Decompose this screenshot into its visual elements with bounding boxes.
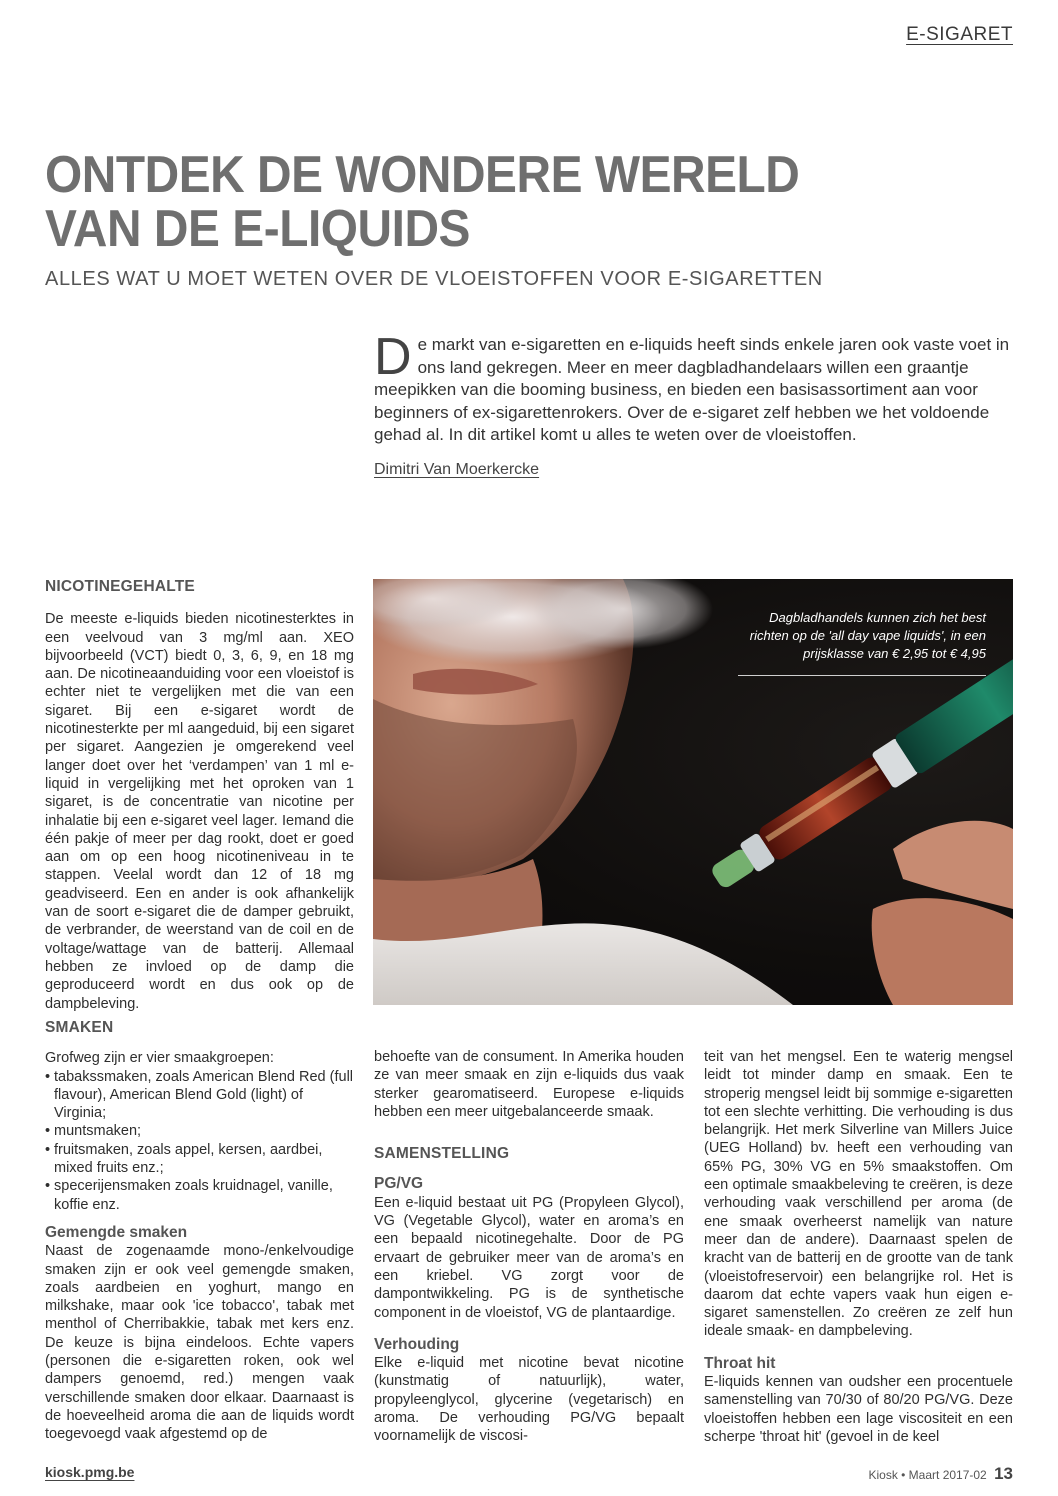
page-number: 13 bbox=[994, 1464, 1013, 1483]
column-1-top bbox=[45, 578, 354, 1013]
nicotine-heading: NICOTINEGEHALTE bbox=[45, 578, 195, 595]
drop-cap: D bbox=[374, 328, 412, 386]
column-2 bbox=[374, 1048, 684, 1446]
article-subtitle: ALLES WAT U MOET WETEN OVER DE VLOEISTOFFEN VOOR E-SIGARETTEN bbox=[45, 268, 823, 290]
article-title-line-2: VAN DE E-LIQUIDS bbox=[45, 200, 471, 258]
gemengd-heading: Gemengde smaken bbox=[45, 1223, 188, 1241]
throat-hit-heading: Throat hit bbox=[704, 1354, 776, 1372]
verhouding-text: Elke e-liquid met nicotine bevat nicotine (kunstmatig of natuurlijk), water, propyleenglycol, glycerine (vegetarisch) en aroma. De verhouding PG/VG bepaalt voornamelijk de viscosi- bbox=[374, 1355, 684, 1445]
footer-website-link[interactable]: kiosk.pmg.be bbox=[45, 1464, 135, 1480]
samenstelling-heading: SAMENSTELLING bbox=[374, 1145, 510, 1163]
gemengd-text: Naast de zogenaamde mono-/enkelvoudige smaken zijn er ook veel gemengde smaken, zoals aardbeien en yoghurt, mango en milkshake, maar ook 'ice tobacco', tabak met menthol of Cherribakkie, tabak met kers enz. De keuze is bijna eindeloos. Echte vapers (personen die e-sigaretten roken, ook wel dampers genoemd, red.) mengen vaak verschillende smaken door elkaar. Daarnaast is de hoeveelheid aroma die aan de liquids wordt toegevoegd vaak afgestemd op de bbox=[45, 1243, 354, 1443]
smaken-heading: SMAKEN bbox=[45, 1019, 114, 1036]
section-tag: E-SIGARET bbox=[906, 24, 1013, 45]
article-intro bbox=[374, 328, 1014, 447]
pgvg-heading: PG/VG bbox=[374, 1175, 424, 1193]
list-item: • muntsmaken; bbox=[45, 1122, 354, 1140]
caption-divider bbox=[738, 675, 986, 676]
article-title-line-1: ONTDEK DE WONDERE WERELD bbox=[45, 146, 800, 204]
list-item: • tabakssmaken, zoals American Blend Red (full flavour), American Blend Gold (light) of Virginia; bbox=[45, 1068, 354, 1123]
list-item: • fruitsmaken, zoals appel, kersen, aardbei, mixed fruits enz.; bbox=[45, 1141, 354, 1178]
article-photo bbox=[373, 579, 1013, 1005]
photo-caption: Dagbladhandels kunnen zich het best richten op de 'all day vape liquids', in een prijsklasse van € 2,95 tot € 4,95 bbox=[749, 610, 986, 661]
author-byline: Dimitri Van Moerkercke bbox=[374, 461, 540, 478]
column-3-continuation: teit van het mengsel. Een te waterig mengsel leidt tot minder damp en smaak. Een te stroperig mengsel leidt bij sommige e-sigaretten tot een slechte verhitting. Die verhouding is dus belangrijk. Het merk Silverline van Millers Juice (UEG Holland) bv. heeft een verhouding van 65% PG, 30% VG en 5% smaakstoffen. Om een optimale smaakbeleving te creëren, is deze verhouding vaak verschillend per aroma (de ene smaak overheerst namelijk van nature meer dan de andere). Daarnaast spelen de kracht van de batterij en de grootte van de tank (vloeistofreservoir) een belangrijke rol. Het is daarom dat echte vapers vaak hun eigen e-sigaret samenstellen. Zo creëren ze zelf hun ideale smaak- en dampbeleving. bbox=[704, 1049, 1013, 1340]
nicotine-text: De meeste e-liquids bieden nicotinesterktes in een veelvoud van 3 mg/ml aan. XEO bijvoorbeeld (VCT) biedt 0, 3, 6, 9, en 18 mg aan. De nicotineaanduiding voor een vloeistof is echter niet te vergelijken met die van een sigaret. Bij een e-sigaret wordt de nicotinesterkte per ml aangeduid, bij een sigaret per sigaret. Aangezien je omgerekend veel langer doet over het ‘verdampen’ van 1 ml e-liquid in vergelijking met het oproken van 1 sigaret, is de concentratie van nicotine per inhalatie bij een e-sigaret veel lager. Iemand die één pakje of meer per dag rookt, doet er goed aan om op een hoog nicotineniveau in te stappen. Veelal wordt dan 12 of 18 mg geadviseerd. Een en ander is ook afhankelijk van de soort e-sigaret die de damper gebruikt, de verbrander, de weerstand van de coil en de voltage/wattage van de batterij. Allemaal hebben ze invloed op de damp die geproduceerd wordt en dus ook op de dampbeleving. bbox=[45, 611, 354, 1012]
column-2-continuation: behoefte van de consument. In Amerika houden ze van meer smaak en zijn e-liquids dus vaak sterker gearomatiseerd. Europese e-liquids hebben een meer uitgebalanceerde smaak. bbox=[374, 1049, 684, 1120]
column-1-bottom bbox=[45, 1019, 354, 1444]
intro-text: e markt van e-sigaretten en e-liquids heeft sinds enkele jaren ook vaste voet in ons land gekregen. Meer en meer dagbladhandelaars willen een graantje meepikken van die booming business, en bieden een basisassortiment aan voor beginners of ex-sigarettenrokers. Over de e-sigaret zelf hebben we het voldoende gehad al. In dit artikel komt u alles te weten over de vloeistoffen. bbox=[374, 335, 1010, 444]
smaken-list bbox=[45, 1068, 354, 1214]
footer-page-info bbox=[868, 1464, 1013, 1484]
pgvg-text: Een e-liquid bestaat uit PG (Propyleen Glycol), VG (Vegetable Glycol), water en aroma’s en een bepaald nicotinegehalte. Door de PG ervaart de gebruiker meer van de aroma’s en een kriebel. VG zorgt voor de dampontwikkeling. PG is de synthetische component in de vloeistof, VG de plantaardige. bbox=[374, 1194, 684, 1321]
column-3 bbox=[704, 1048, 1013, 1446]
footer-issue: Kiosk • Maart 2017-02 bbox=[868, 1468, 987, 1482]
list-item: • specerijensmaken zoals kruidnagel, vanille, koffie enz. bbox=[45, 1177, 354, 1214]
smaken-intro: Grofweg zijn er vier smaakgroepen: bbox=[45, 1050, 274, 1067]
verhouding-heading: Verhouding bbox=[374, 1335, 460, 1353]
article-title bbox=[45, 148, 928, 256]
throat-hit-text: E-liquids kennen van oudsher een procentuele samenstelling van 70/30 of 80/20 PG/VG. Deze vloeistoffen hebben een lage viscositeit en een scherpe 'throat hit' (gevoel in de keel bbox=[704, 1374, 1013, 1445]
